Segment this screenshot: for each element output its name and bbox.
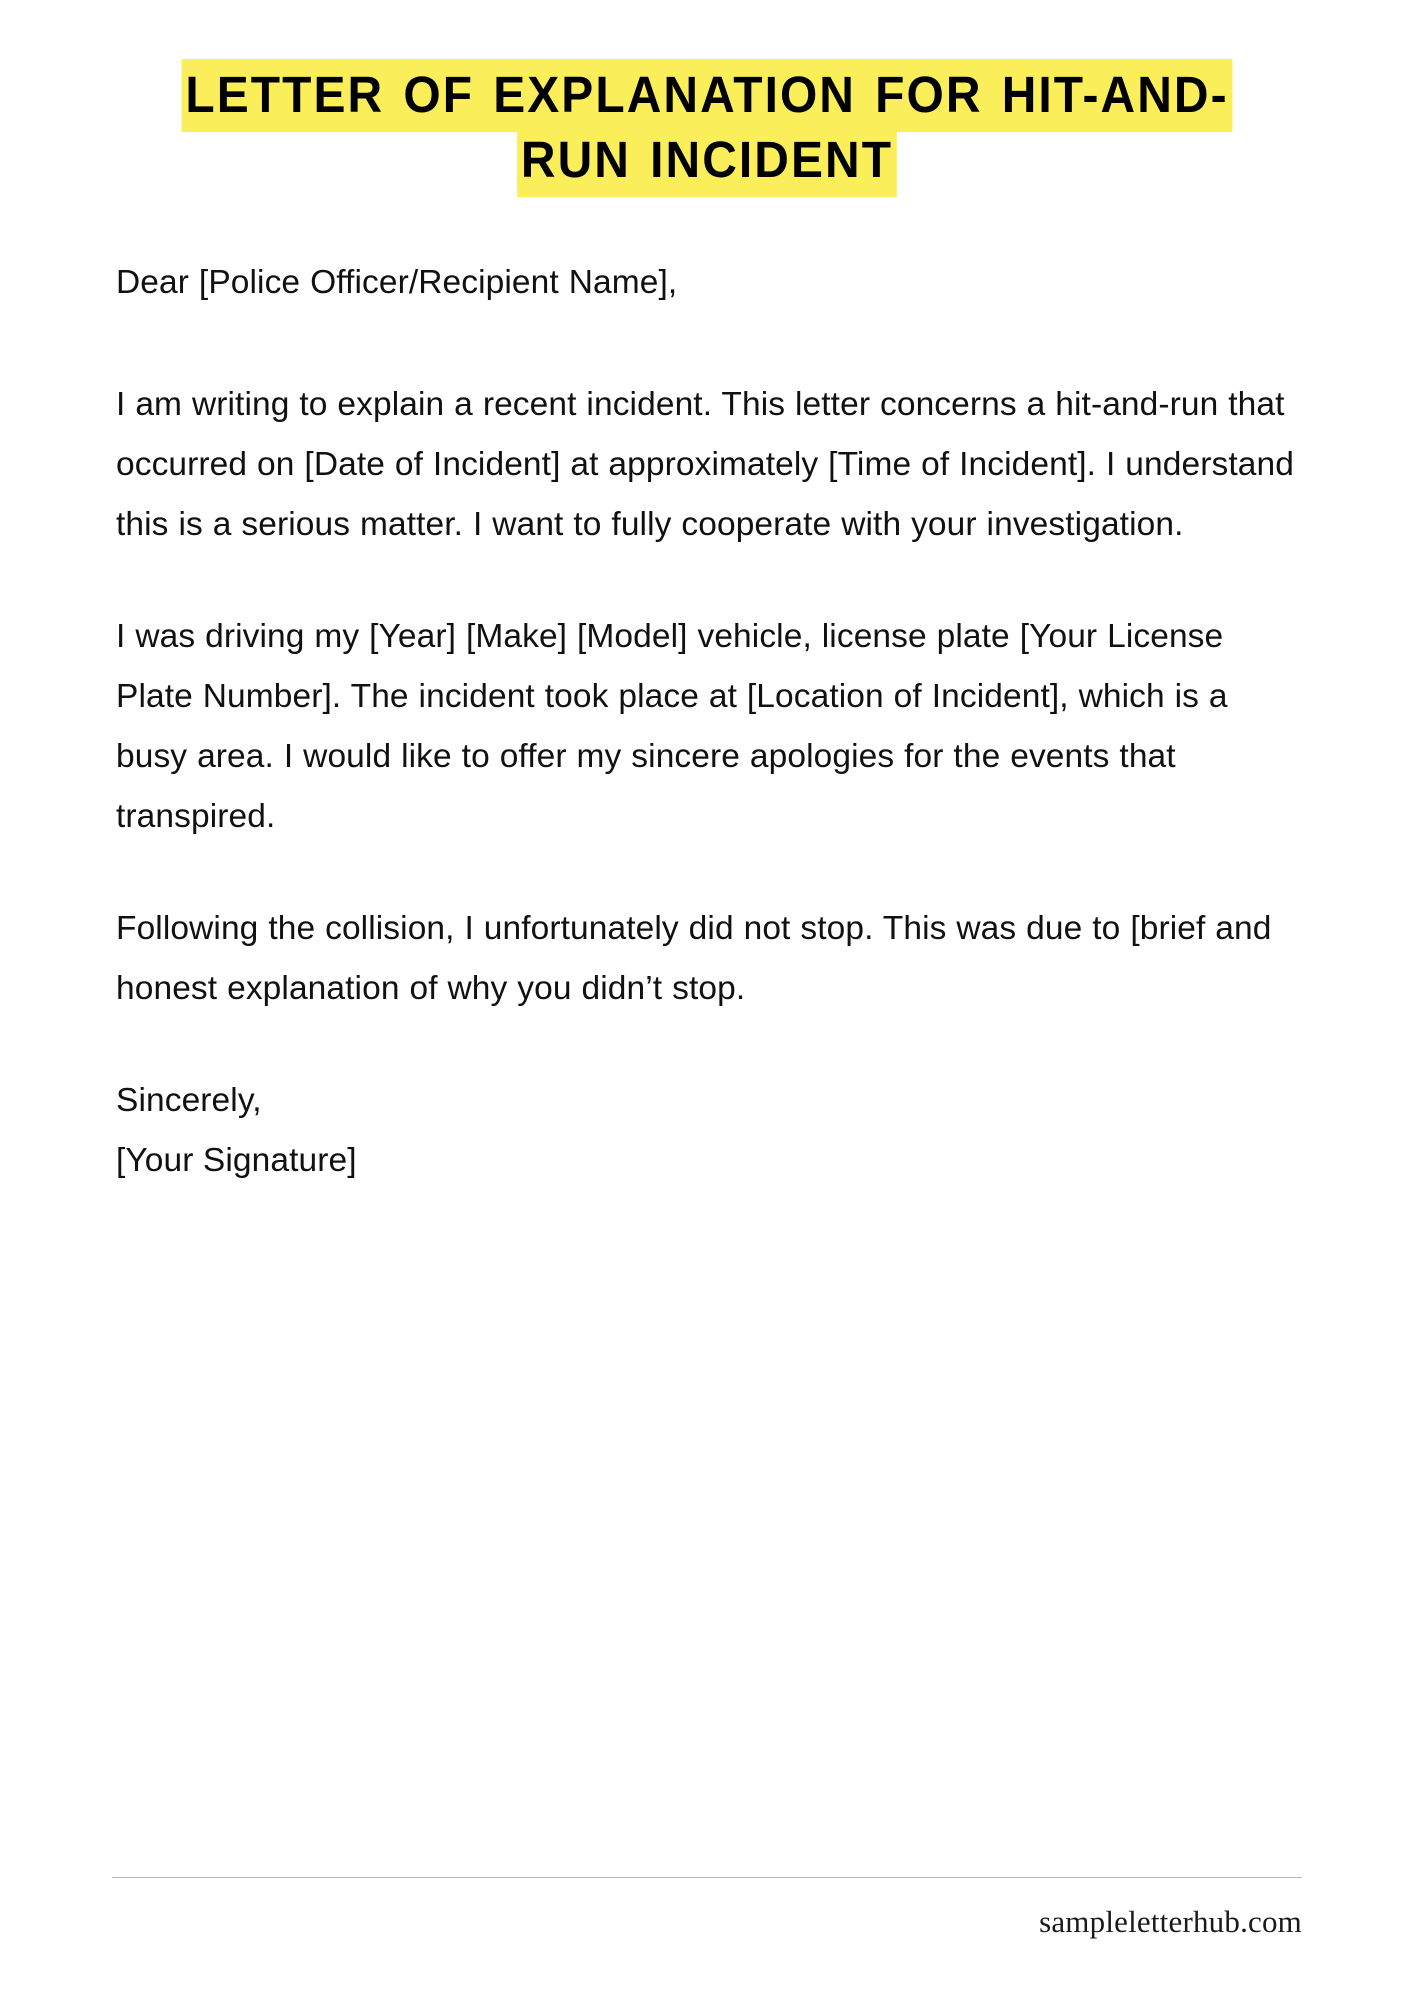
page-title: [148, 62, 1267, 193]
paragraph-1: I am writing to explain a recent incident. This letter concerns a hit-and-run that occurred on [Date of Incident] at approximately [Time of Incident]. I understand this is a serious matter. I want to fully cooperate with your investigation.: [116, 385, 1294, 543]
letter-body: [112, 253, 1302, 1191]
footer-website-url: sampleletterhub.com: [1039, 1904, 1302, 1939]
closing-line: Sincerely,: [116, 1081, 262, 1119]
signature-line: [Your Signature]: [116, 1141, 357, 1179]
paragraph-2: I was driving my [Year] [Make] [Model] vehicle, license plate [Your License Plate Number]. The incident took place at [Location of Incident], which is a busy area. I would like to offer my sincere apologies for the events that transpired.: [116, 617, 1228, 835]
salutation: Dear [Police Officer/Recipient Name],: [116, 263, 678, 301]
page-footer: [112, 1877, 1302, 1940]
title-highlight: LETTER OF EXPLANATION FOR HIT-AND-RUN INCIDENT: [182, 59, 1233, 197]
footer-divider: [112, 1877, 1302, 1878]
title-block: [112, 0, 1302, 193]
paragraph-3: Following the collision, I unfortunately did not stop. This was due to [brief and honest explanation of why you didn’t stop.: [116, 909, 1272, 1007]
